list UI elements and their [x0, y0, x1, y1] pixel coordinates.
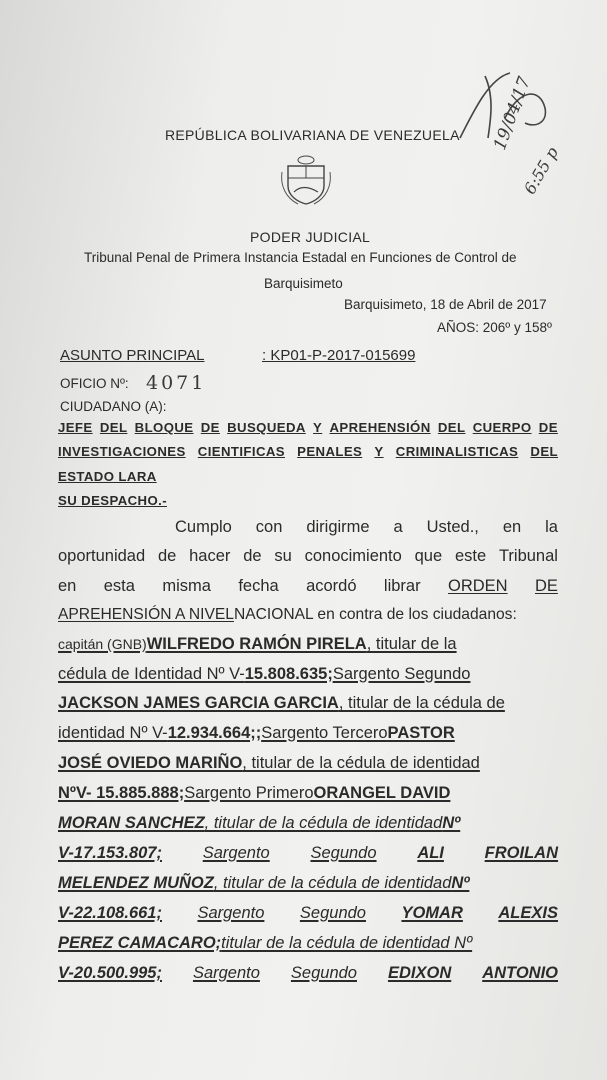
body-line-8: identidad Nº V- 12.934.664;; Sargento Tercero PASTOR [58, 724, 455, 742]
handwritten-time: 6:55 p [520, 143, 563, 198]
body-line-13: MELENDEZ MUÑOZ , titular de la cédula de identidad Nº [58, 874, 470, 892]
body-line-2: oportunidad de hacer de su conocimiento que este Tribunal [58, 547, 558, 565]
body-line-16: V-20.500.995; Sargento Segundo EDIXON ANTONIO [58, 964, 558, 982]
place-date: Barquisimeto, 18 de Abril de 2017 [344, 297, 547, 312]
recipient-line-1: JEFE DEL BLOQUE DE BUSQUEDA Y APREHENSIÓN DEL CUERPO DE [58, 420, 558, 435]
oficio-number: 4071 [146, 372, 207, 394]
body-line-9: JOSÉ OVIEDO MARIÑO , titular de la cédula de identidad [58, 754, 480, 772]
recipient-line-2: INVESTIGACIONES CIENTIFICAS PENALES Y CRIMINALISTICAS DEL [58, 444, 558, 459]
body-line-7: JACKSON JAMES GARCIA GARCIA , titular de la cédula de [58, 694, 505, 712]
asunto-label: ASUNTO PRINCIPAL [60, 347, 205, 364]
recipient-line-3: ESTADO LARA [58, 469, 157, 484]
recipient-line-4: SU DESPACHO.- [58, 493, 167, 508]
body-line-6: cédula de Identidad Nº V- 15.808.635; Sargento Segundo [58, 665, 471, 683]
ciudadano-label: CIUDADANO (A): [60, 399, 167, 414]
body-line-4: APREHENSIÓN A NIVEL NACIONAL en contra de los ciudadanos: [58, 606, 517, 623]
body-line-1: Cumplo con dirigirme a Usted., en la [175, 518, 558, 536]
body-line-12: V-17.153.807; Sargento Segundo ALI FROILAN [58, 844, 558, 862]
coat-of-arms-icon [278, 152, 334, 208]
body-line-15: PEREZ CAMACARO; titular de la cédula de identidad Nº [58, 934, 473, 952]
asunto-value: : KP01-P-2017-015699 [262, 347, 416, 364]
oficio-label: OFICIO Nº: [60, 376, 129, 391]
body-line-10: NºV- 15.885.888; Sargento Primero ORANGEL DAVID [58, 784, 451, 802]
body-line-11: MORAN SANCHEZ , titular de la cédula de identidad Nº [58, 814, 461, 832]
republic-heading: REPÚBLICA BOLIVARIANA DE VENEZUELA [165, 127, 460, 143]
tribunal-line-1: Tribunal Penal de Primera Instancia Estadal en Funciones de Control de [84, 250, 517, 265]
tribunal-line-2: Barquisimeto [264, 276, 343, 291]
body-line-14: V-22.108.661; Sargento Segundo YOMAR ALEXIS [58, 904, 558, 922]
body-line-5: capitán (GNB) WILFREDO RAMÓN PIRELA , titular de la [58, 635, 457, 653]
body-line-3: en esta misma fecha acordó librar ORDEN DE [58, 577, 558, 595]
years: AÑOS: 206º y 158º [437, 320, 552, 335]
handwritten-date: 19/04/17 [490, 74, 535, 153]
judicial-power: PODER JUDICIAL [250, 229, 371, 245]
